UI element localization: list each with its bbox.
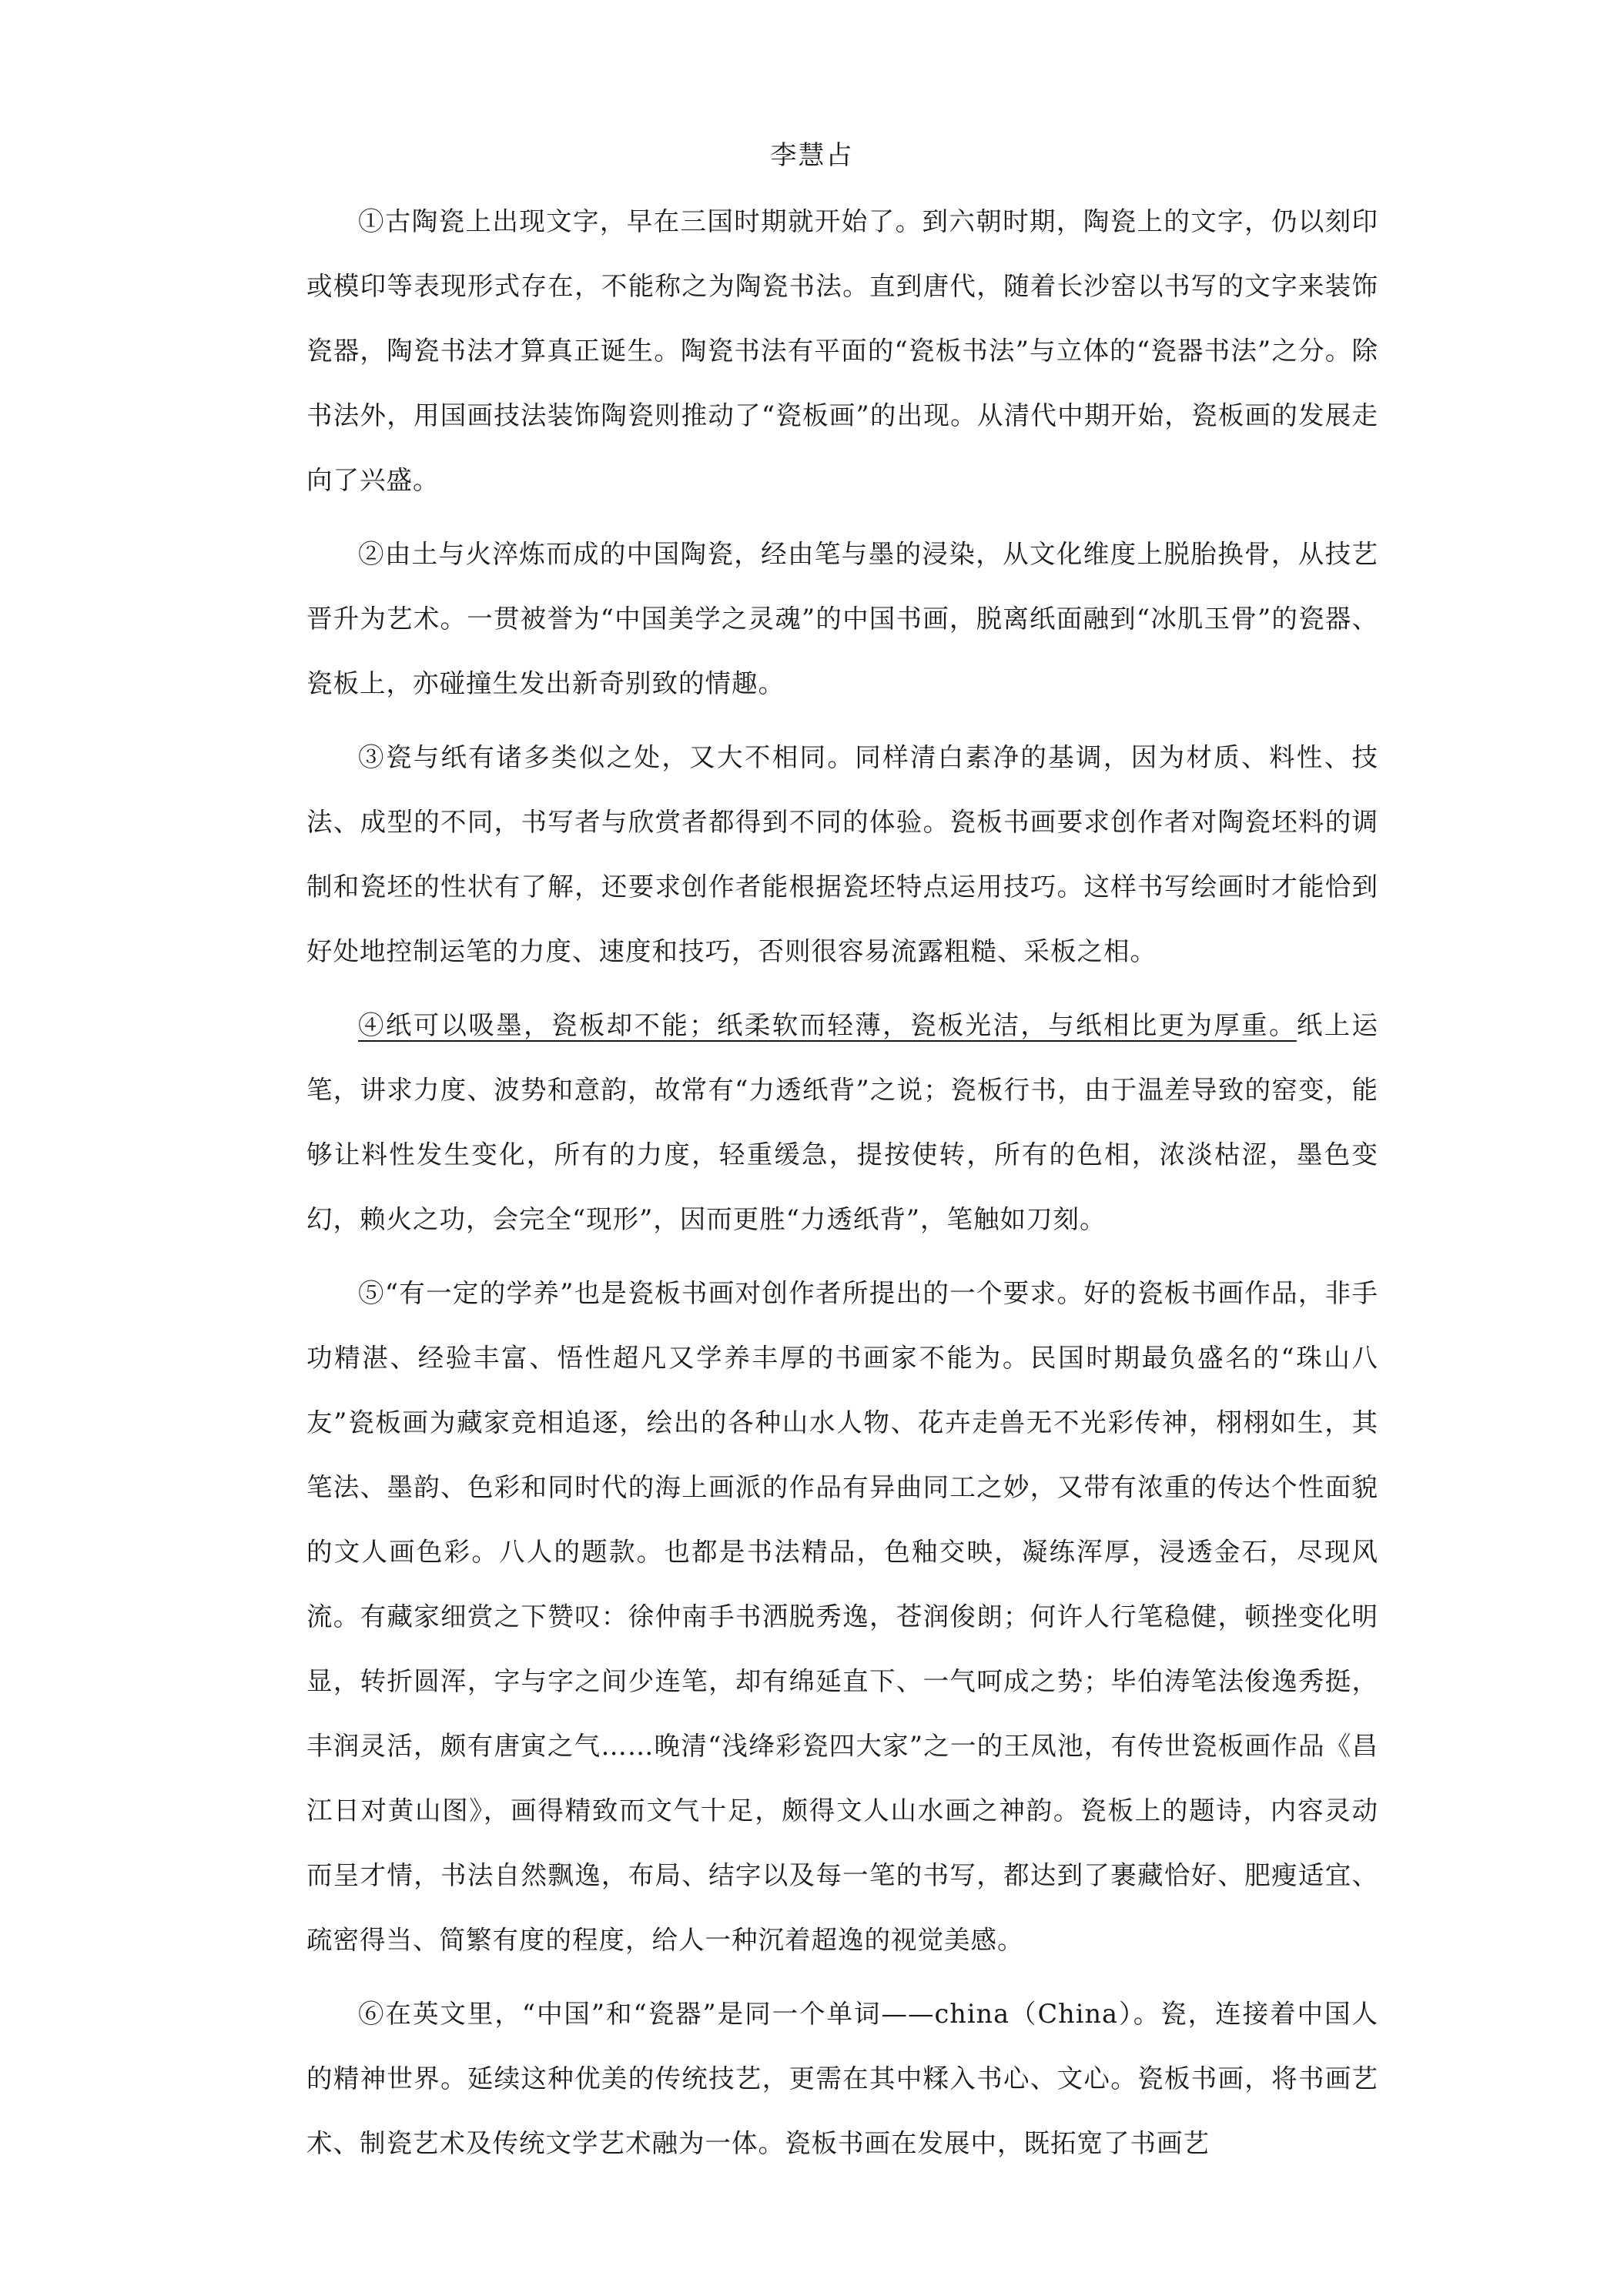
paragraph-2: ②由土与火淬炼而成的中国陶瓷，经由笔与墨的浸染，从文化维度上脱胎换骨，从技艺晋升为艺术。一贯被誉为“中国美学之灵魂”的中国书画，脱离纸面融到“冰肌玉骨”的瓷器、瓷板上，亦碰撞生发出新奇别致的情趣。 bbox=[306, 539, 1378, 698]
paragraph-6: ⑥在英文里，“中国”和“瓷器”是同一个单词——china（China）。瓷，连接着中国人的精神世界。延续这种优美的传统技艺，更需在其中糅入书心、文心。瓷板书画，将书画艺术、制瓷艺术及传统文学艺术融为一体。瓷板书画在发展中，既拓宽了书画艺 bbox=[306, 1999, 1378, 2158]
paragraph-4 bbox=[306, 993, 1378, 1252]
paragraph-4-rest: 纸上运笔，讲求力度、波势和意韵，故常有“力透纸背”之说；瓷板行书，由于温差导致的窑变，能够让料性发生变化，所有的力度，轻重缓急，提按使转，所有的色相，浓淡枯涩，墨色变幻，赖火之功，会完全“现形”，因而更胜“力透纸背”，笔触如刀刻。 bbox=[306, 1010, 1379, 1234]
author-name: 李慧占 bbox=[770, 140, 854, 171]
paragraph-5: ⑤“有一定的学养”也是瓷板书画对创作者所提出的一个要求。好的瓷板书画作品，非手功精湛、经验丰富、悟性超凡又学养丰厚的书画家不能为。民国时期最负盛名的“珠山八友”瓷板画为藏家竞相追逐，绘出的各种山水人物、花卉走兽无不光彩传神，栩栩如生，其笔法、墨韵、色彩和同时代的海上画派的作品有异曲同工之妙，又带有浓重的传达个性面貌的文人画色彩。八人的题款。也都是书法精品，色釉交映，凝练浑厚，浸透金石，尽现风流。有藏家细赏之下赞叹：徐仲南手书洒脱秀逸，苍润俊朗；何许人行笔稳健，顿挫变化明显，转折圆浑，字与字之间少连笔，却有绵延直下、一气呵成之势；毕伯涛笔法俊逸秀挺，丰润灵活，颇有唐寅之气……晚清“浅绛彩瓷四大家”之一的王凤池，有传世瓷板画作品《昌江日对黄山图》，画得精致而文气十足，颇得文人山水画之神韵。瓷板上的题诗，内容灵动而呈才情，书法自然飘逸，布局、结字以及每一笔的书写，都达到了裹藏恰好、肥瘦适宜、疏密得当、简繁有度的程度，给人一种沉着超逸的视觉美感。 bbox=[306, 1278, 1378, 1955]
underlined-sentence: ④纸可以吸墨，瓷板却不能；纸柔软而轻薄，瓷板光洁，与纸相比更为厚重。 bbox=[358, 1010, 1297, 1040]
paragraph-1: ①古陶瓷上出现文字，早在三国时期就开始了。到六朝时期，陶瓷上的文字，仍以刻印或模印等表现形式存在，不能称之为陶瓷书法。直到唐代，随着长沙窑以书写的文字来装饰瓷器，陶瓷书法才算真正诞生。陶瓷书法有平面的“瓷板书法”与立体的“瓷器书法”之分。除书法外，用国画技法装饰陶瓷则推动了“瓷板画”的出现。从清代中期开始，瓷板画的发展走向了兴盛。 bbox=[306, 206, 1378, 495]
article-body bbox=[306, 189, 1378, 2176]
paragraph-3: ③瓷与纸有诸多类似之处，又大不相同。同样清白素净的基调，因为材质、料性、技法、成型的不同，书写者与欣赏者都得到不同的体验。瓷板书画要求创作者对陶瓷坯料的调制和瓷坯的性状有了解，还要求创作者能根据瓷坯特点运用技巧。这样书写绘画时才能恰到好处地控制运笔的力度、速度和技巧，否则很容易流露粗糙、采板之相。 bbox=[306, 742, 1378, 966]
